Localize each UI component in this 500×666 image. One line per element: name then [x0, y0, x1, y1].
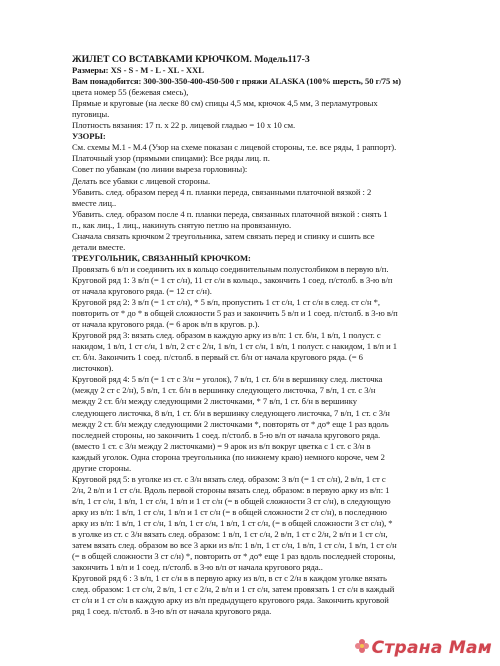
text-line: (= в общей сложности 3 ст с/н) *, повторить от * до* еще 1 раз вдоль последней стороны,: [72, 551, 396, 562]
text-line: накидом, 1 в/п, 1 ст с/н, 1 в/п, 2 ст с 2/н, 1 в/п, 1 ст с/н, 1 в/п, 1 полуст. с накидом, 1 в/п и 1: [72, 341, 397, 352]
text-line: Плотность вязания: 17 п. х 22 р. лицевой гладью = 10 х 10 см.: [72, 120, 296, 131]
text-line: между 2 ст. б/н между следующими 2 листочками, * 7 в/п, 1 ст. б/н в вершинку: [72, 396, 357, 407]
text-line: между 2 ст. б/н между следующими 2 листочками *, повторять от * до* еще 1 раз вдоль: [72, 418, 389, 429]
text-line: след. образом: 1 ст с/н, 2 в/п, 1 ст с 2/н, 2 в/п и 1 ст с/н, затем провязать 1 ст с/н в каждый: [72, 584, 395, 595]
text-line: арку из в/п: 1 в/п, 1 ст с/н, 1 в/п и 1 ст с/н (= в общей сложности 2 ст с/н), в последнюю: [72, 506, 387, 517]
flower-logo-icon: [354, 638, 370, 658]
text-line: Круговой ряд 5: в уголке из ст. с 3/н вязать след. образом: 3 в/п (= 1 ст с/н), 2 в/п, 1 ст с: [72, 473, 386, 484]
document-text: [72, 54, 482, 617]
text-line: Круговой ряд 1: 3 в/п (= 1 ст с/н), 11 ст с/н в кольцо., закончить 1 соед. п/столб. в 3-ю в/п: [72, 274, 393, 285]
text-line: следующего листочка, 8 в/п, 1 ст. б/н в вершинку следующего листочка, 7 в/п, 1 ст. с 3/н: [72, 407, 390, 418]
text-line: (между 2 ст с 2/н), 5 в/п, 1 ст. б/н в вершинку следующего листочка, 7 в/п, 1 ст. с 3/н: [72, 385, 376, 396]
text-line: См. схемы М.1 - М.4 (Узор на схеме показан с лицевой стороны, т.е. все ряды, 1 раппорт).: [72, 142, 397, 153]
text-line: пуговицы.: [72, 109, 110, 120]
text-line: Круговой ряд 4: 5 в/п (= 1 ст с 3/н = уголок), 7 в/п, 1 ст. б/н в вершинку след. листочка: [72, 374, 383, 385]
text-line: Убавить. след. образом перед 4 п. планки переда, связанными платочной вязкой : 2: [72, 186, 372, 197]
heading-line: ТРЕУГОЛЬНИК, СВЯЗАННЫЙ КРЮЧКОМ:: [72, 252, 251, 263]
text-line: арку из в/п: 1 в/п, 1 ст с/н, 1 в/п, 1 ст с/н, 1 в/п, 1 ст с/н, (= в общей сложности 3 ст с/н), *: [72, 517, 393, 528]
text-line: повторить от * до * в общей сложности 5 раз и закончить 5 в/п и 1 соед. п/столб. в 3-ю в/п: [72, 308, 398, 319]
text-line: вместе лиц..: [72, 197, 117, 208]
text-line: затем вязать след. образом во все 3 арки из в/п: 1 в/п, 1 ст с/н, 1 в/п, 1 ст с/н, 1 в/п, 1 ст с/н: [72, 540, 397, 551]
text-line: детали вместе.: [72, 241, 126, 252]
heading-line: Размеры: XS - S - M - L - XL - XXL: [72, 65, 204, 76]
text-line: Делать все убавки с лицевой стороны.: [72, 175, 211, 186]
text-line: ряд 1 соед. п/столб. в 3-ю в/п от начала кругового ряда.: [72, 606, 272, 617]
text-line: закончить 1 в/п и 1 соед. п/столб. в 3-ю в/п от начала кругового ряда..: [72, 562, 323, 573]
text-line: 2/н, 2 в/п и 1 ст с/н. Вдоль первой стороны вязать след. образом: в первую арку из в/п: 1: [72, 484, 390, 495]
text-line: Убавить. след. образом после 4 п. планки переда, связанных платочной вязкой : снять 1: [72, 208, 388, 219]
heading-line: ЖИЛЕТ СО ВСТАВКАМИ КРЮЧКОМ. Модель117-3: [72, 54, 310, 65]
text-line: ст с/н и 1 ст с/н в каждую арку из в/п предыдущего кругового ряда. Закончить круговой: [72, 595, 389, 606]
text-line: Сначала связать крючком 2 треугольника, затем связать перед и спинку и сшить все: [72, 230, 375, 241]
heading-line: УЗОРЫ:: [72, 131, 106, 142]
text-line: в уголке из ст. с 3/н вязать след. образом: 1 в/п, 1 ст с/н, 2 в/п, 1 ст с 2/н, 2 в/п и 1 ст с/н,: [72, 529, 388, 540]
text-line: Прямые и круговые (на леске 80 см) спицы 4,5 мм, крючок 4,5 мм, 3 перламутровых: [72, 98, 378, 109]
text-line: листочков).: [72, 363, 114, 374]
heading-line: Вам понадобится: 300-300-350-400-450-500 г пряжи ALASKA (100% шерсть, 50 г/75 м): [72, 76, 401, 87]
text-line: Круговой ряд 6 : 3 в/п, 1 ст с/н в в первую арку из в/п, в ст с 2/н в каждом уголке вязать: [72, 573, 387, 584]
text-line: ст. б/н. Закончить 1 соед. п/столб. в первый ст. б/н от начала кругового ряда. (= 6: [72, 352, 363, 363]
text-line: от начала кругового ряда. (= 12 ст с/н).: [72, 285, 212, 296]
text-line: в/п, 1 ст с/н, 1 в/п, 1 ст с/н, 1 в/п и 1 ст с/н (= в общей сложности 3 ст с/н), в следующую: [72, 495, 391, 506]
watermark-text: Страна Мам: [371, 638, 492, 658]
text-line: от начала кругового ряда. (= 6 арок в/п в кругов. р.).: [72, 319, 260, 330]
text-line: п., как лиц., 1 лиц., накинуть снятую петлю на провязанную.: [72, 219, 292, 230]
text-line: (вместо 1 ст. с 3/н между 2 листочками) = 9 арок из в/п вокруг цветка с 1 ст. с 3/н в: [72, 440, 371, 451]
text-line: Круговой ряд 2: 3 в/п (= 1 ст с/н), * 5 в/п, пропустить 1 ст с/н, 1 ст с/н в след. ст с/н *,: [72, 297, 380, 308]
text-line: Круговой ряд 3: вязать след. образом в каждую арку из в/п: 1 ст. б/н, 1 в/п, 1 полуст. с: [72, 330, 381, 341]
text-line: каждый уголок. Одна сторона треугольника (по нижнему краю) немного короче, чем 2: [72, 451, 385, 462]
text-line: Провязать 6 в/п и соединить их в кольцо соединительным полустолбиком в первую в/п.: [72, 263, 389, 274]
text-line: цвета номер 55 (бежевая смесь),: [72, 87, 189, 98]
text-line: Совет по убавкам (по линии выреза горловины):: [72, 164, 248, 175]
text-line: Платочный узор (прямыми спицами): Все ряды лиц. п.: [72, 153, 270, 164]
site-watermark: [354, 638, 492, 658]
text-line: другие стороны.: [72, 462, 132, 473]
text-line: последней стороны, но закончить 1 соед. п/столб. в 5-ю в/п от начала кругового ряда.: [72, 429, 381, 440]
